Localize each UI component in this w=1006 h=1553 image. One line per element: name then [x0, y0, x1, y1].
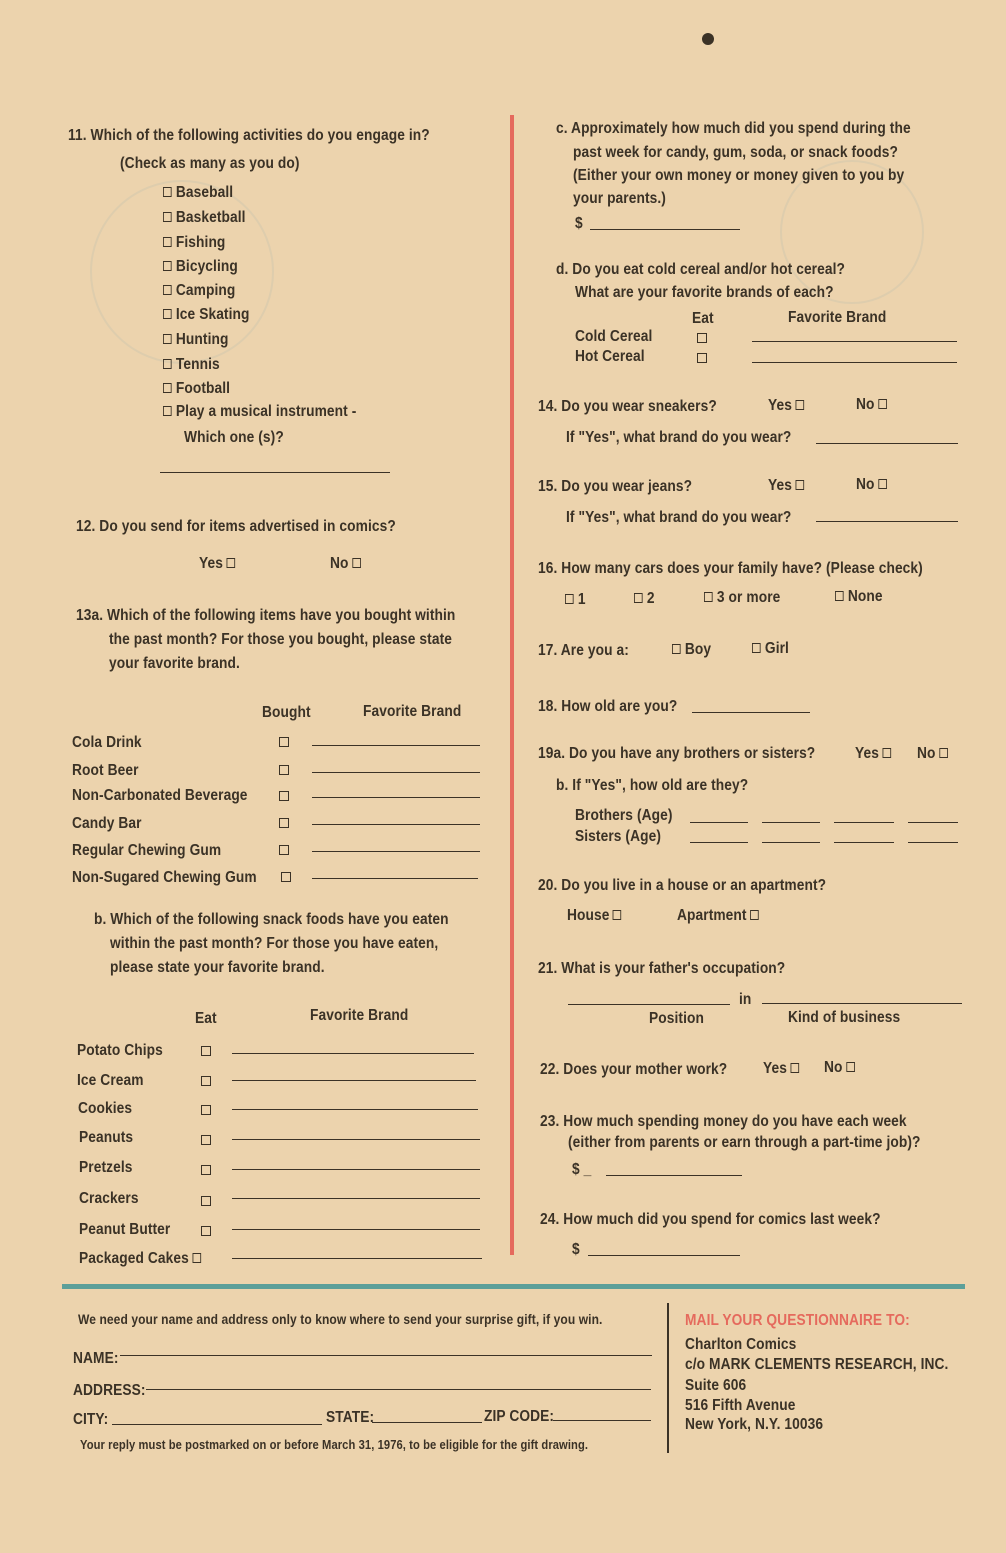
q11-option [163, 183, 233, 203]
q15-brand-field[interactable] [816, 521, 958, 522]
checkbox[interactable] [163, 309, 172, 319]
q13a-line2: the past month? For those you bought, please state [109, 631, 452, 648]
q18-age-field[interactable] [692, 712, 810, 713]
no-checkbox[interactable] [352, 558, 361, 568]
q13a-brand-field[interactable] [312, 851, 480, 852]
checkbox[interactable] [163, 285, 172, 295]
q18-question: 18. How old are you? [538, 698, 678, 715]
q12-yes [199, 554, 235, 574]
option-label: Play a musical instrument - [175, 403, 357, 420]
checkbox[interactable] [163, 187, 172, 197]
q13b-item: Pretzels [79, 1159, 133, 1176]
q13b-brand-field[interactable] [232, 1109, 478, 1110]
qd-col-brand: Favorite Brand [788, 309, 887, 326]
q13b-item: Peanuts [79, 1129, 134, 1146]
checkbox[interactable] [565, 594, 574, 604]
q13b-item: Ice Cream [77, 1072, 144, 1089]
checkbox[interactable] [163, 212, 172, 222]
yes-label: Yes [768, 397, 792, 414]
q13b-checkbox[interactable] [201, 1226, 211, 1236]
q17-option [672, 640, 711, 660]
q13b-brand-field[interactable] [232, 1053, 474, 1054]
yes-checkbox[interactable] [790, 1063, 799, 1073]
q21-business-field[interactable] [762, 1003, 962, 1004]
q21-position-field[interactable] [568, 1004, 730, 1005]
yes-label: Yes [199, 555, 223, 572]
brother-age-field[interactable] [834, 822, 894, 823]
mail-address-line: New York, N.Y. 10036 [685, 1416, 824, 1433]
q13b-checkbox[interactable] [201, 1046, 211, 1056]
footer-divider-rule [62, 1284, 965, 1289]
q13b-brand-field[interactable] [232, 1198, 480, 1199]
q11-option [163, 305, 249, 325]
sister-age-field[interactable] [690, 842, 748, 843]
q13a-brand-field[interactable] [312, 878, 478, 879]
no-label: No [824, 1059, 843, 1076]
apartment-checkbox[interactable] [750, 910, 759, 920]
q11-question: 11. Which of the following activities do you engage in? [68, 127, 430, 144]
q13a-brand-field[interactable] [312, 797, 480, 798]
q19-brothers: Brothers (Age) [575, 807, 673, 824]
apartment-label: Apartment [677, 907, 747, 924]
q19-no [917, 744, 948, 764]
q14-question: 14. Do you wear sneakers? [538, 398, 717, 415]
sister-age-field[interactable] [834, 842, 894, 843]
q16-option [835, 587, 883, 607]
q11-option [163, 233, 225, 253]
q11-option [163, 402, 356, 422]
q13b-item: Cookies [78, 1100, 133, 1117]
mail-address-line: Suite 606 [685, 1377, 747, 1394]
qc-dollar: $ [575, 215, 583, 232]
q13b-checkbox[interactable] [201, 1105, 211, 1115]
yes-checkbox[interactable] [226, 558, 235, 568]
q24-amount-field[interactable] [588, 1255, 740, 1256]
checkbox[interactable] [163, 334, 172, 344]
column-divider-rule [510, 115, 514, 1255]
sister-age-field[interactable] [762, 842, 820, 843]
option-label: Camping [175, 282, 236, 299]
yes-checkbox[interactable] [795, 480, 804, 490]
q13a-col-brand: Favorite Brand [363, 703, 462, 720]
q13a-checkbox[interactable] [279, 737, 289, 747]
q13a-line1: 13a. Which of the following items have you bought within [76, 607, 456, 624]
no-label: No [330, 555, 349, 572]
q11-option [163, 257, 238, 277]
option-label: 3 or more [716, 589, 781, 606]
q13b-checkbox[interactable] [201, 1196, 211, 1206]
qd-item: Cold Cereal [575, 328, 653, 345]
q13a-checkbox[interactable] [279, 791, 289, 801]
option-label: Football [175, 380, 231, 397]
yes-label: Yes [855, 745, 879, 762]
qd-col-eat: Eat [692, 310, 714, 327]
option-label: 2 [646, 590, 655, 607]
q23-amount-field[interactable] [606, 1175, 742, 1176]
q13b-checkbox[interactable] [201, 1076, 211, 1086]
q13b-brand-field[interactable] [232, 1258, 482, 1259]
q11-option [163, 208, 246, 228]
checkbox[interactable] [163, 261, 172, 271]
q13a-item: Non-Carbonated Beverage [72, 787, 248, 804]
qd-line2: What are your favorite brands of each? [575, 284, 834, 301]
q20-question: 20. Do you live in a house or an apartment? [538, 877, 827, 894]
q19-sisters: Sisters (Age) [575, 828, 661, 845]
address-label: ADDRESS: [73, 1382, 146, 1399]
no-checkbox[interactable] [878, 479, 887, 489]
q13a-line3: your favorite brand. [109, 655, 240, 672]
q13b-item: Peanut Butter [79, 1221, 171, 1238]
q16-option [565, 590, 586, 610]
q11-option [163, 330, 228, 350]
no-label: No [917, 745, 936, 762]
q16-question: 16. How many cars does your family have? (Please check) [538, 560, 923, 577]
ink-dot [702, 33, 714, 45]
qc-amount-field[interactable] [590, 229, 740, 230]
qc-line3: (Either your own money or money given to you by [573, 167, 905, 184]
q13a-checkbox[interactable] [279, 818, 289, 828]
q13b-item [79, 1249, 201, 1269]
checkbox[interactable] [704, 592, 713, 602]
q13b-brand-field[interactable] [232, 1229, 480, 1230]
q16-option [704, 588, 780, 608]
checkbox[interactable] [835, 591, 844, 601]
mail-address-line: Charlton Comics [685, 1336, 797, 1353]
yes-checkbox[interactable] [882, 748, 891, 758]
option-label: 1 [577, 591, 586, 608]
no-checkbox[interactable] [878, 399, 887, 409]
state-field[interactable] [372, 1422, 482, 1423]
qd-checkbox[interactable] [697, 333, 707, 343]
mail-heading: MAIL YOUR QUESTIONNAIRE TO: [685, 1312, 910, 1329]
q13b-checkbox[interactable] [201, 1165, 211, 1175]
brother-age-field[interactable] [762, 822, 820, 823]
q13b-col-eat: Eat [195, 1010, 217, 1027]
no-checkbox[interactable] [846, 1062, 855, 1072]
q13a-checkbox[interactable] [281, 872, 291, 882]
name-field[interactable] [120, 1355, 652, 1356]
footer-vertical-divider [667, 1303, 669, 1453]
q20-house [567, 906, 622, 926]
q11-instruction: (Check as many as you do) [120, 155, 300, 172]
q13a-item: Cola Drink [72, 734, 142, 751]
mail-address-line: c/o MARK CLEMENTS RESEARCH, INC. [685, 1356, 949, 1373]
q16-option [634, 589, 655, 609]
q13a-brand-field[interactable] [312, 824, 480, 825]
q11-option [163, 355, 220, 375]
qc-line1: c. Approximately how much did you spend during the [556, 120, 911, 137]
q13b-item: Potato Chips [77, 1042, 163, 1059]
qd-item: Hot Cereal [575, 348, 645, 365]
qd-brand-field[interactable] [752, 362, 957, 363]
checkbox[interactable] [163, 383, 172, 393]
q13a-item: Regular Chewing Gum [72, 842, 222, 859]
q22-question: 22. Does your mother work? [540, 1061, 728, 1078]
q13b-line1: b. Which of the following snack foods have you eaten [94, 911, 449, 928]
checkbox[interactable] [163, 359, 172, 369]
q13b-checkbox[interactable] [201, 1135, 211, 1145]
q11-instrument-field[interactable] [160, 472, 390, 473]
q13b-checkbox[interactable] [192, 1253, 201, 1263]
option-label: Boy [684, 641, 712, 658]
q21-question: 21. What is your father's occupation? [538, 960, 786, 977]
q17-question: 17. Are you a: [538, 642, 629, 659]
option-label: Bicycling [175, 258, 238, 275]
option-label: Baseball [175, 184, 234, 201]
no-label: No [856, 396, 875, 413]
q21-business-label: Kind of business [788, 1009, 901, 1026]
qd-checkbox[interactable] [697, 353, 707, 363]
q13a-col-bought: Bought [262, 704, 311, 721]
q24-question: 24. How much did you spend for comics last week? [540, 1211, 881, 1228]
q19-yes [855, 744, 891, 764]
checkbox[interactable] [163, 406, 172, 416]
city-field[interactable] [112, 1424, 322, 1425]
q23-line2: (either from parents or earn through a part-time job)? [568, 1134, 921, 1151]
address-field[interactable] [146, 1389, 651, 1390]
option-label: Girl [764, 640, 789, 657]
mail-address-line: 516 Fifth Avenue [685, 1397, 796, 1414]
option-label: Basketball [175, 209, 246, 226]
q15-yes [768, 476, 804, 496]
footer-intro: We need your name and address only to know where to send your surprise gift, if you win. [78, 1311, 603, 1327]
q13b-line2: within the past month? For those you have eaten, [110, 935, 439, 952]
q15-follow: If "Yes", what brand do you wear? [566, 509, 792, 526]
yes-checkbox[interactable] [795, 400, 804, 410]
q13a-item: Non-Sugared Chewing Gum [72, 869, 257, 886]
q13a-checkbox[interactable] [279, 765, 289, 775]
checkbox[interactable] [634, 593, 643, 603]
option-label: Ice Skating [175, 306, 250, 323]
deadline-note: Your reply must be postmarked on or before March 31, 1976, to be eligible for the gift drawing. [80, 1437, 589, 1452]
q14-follow: If "Yes", what brand do you wear? [566, 429, 792, 446]
q17-option [752, 639, 789, 659]
q13b-brand-field[interactable] [232, 1139, 480, 1140]
q12-no [330, 554, 361, 574]
q22-no [824, 1058, 855, 1078]
q23-line1: 23. How much spending money do you have each week [540, 1113, 907, 1130]
q14-brand-field[interactable] [816, 443, 958, 444]
q13a-checkbox[interactable] [279, 845, 289, 855]
checkbox[interactable] [672, 644, 681, 654]
no-label: No [856, 476, 875, 493]
name-label: NAME: [73, 1350, 119, 1367]
q24-dollar: $ [572, 1241, 580, 1258]
q21-in: in [739, 991, 752, 1008]
q19-question: 19a. Do you have any brothers or sisters? [538, 745, 816, 762]
qd-brand-field[interactable] [752, 341, 957, 342]
house-checkbox[interactable] [613, 910, 622, 920]
q13b-line3: please state your favorite brand. [110, 959, 325, 976]
qc-line2: past week for candy, gum, soda, or snack foods? [573, 144, 898, 161]
q15-question: 15. Do you wear jeans? [538, 478, 693, 495]
q11-which-one: Which one (s)? [184, 429, 284, 446]
q21-position-label: Position [649, 1010, 704, 1027]
option-label: Fishing [175, 234, 226, 251]
q13b-col-brand: Favorite Brand [310, 1007, 409, 1024]
item-label: Packaged Cakes [79, 1250, 189, 1267]
q19-follow: b. If "Yes", how old are they? [556, 777, 749, 794]
q13a-item: Candy Bar [72, 815, 142, 832]
q14-yes [768, 396, 804, 416]
zip-label: ZIP CODE: [484, 1408, 555, 1425]
q13b-brand-field[interactable] [232, 1169, 480, 1170]
option-label: Tennis [175, 356, 220, 373]
q11-option [163, 281, 235, 301]
zip-field[interactable] [553, 1420, 651, 1421]
q13a-item: Root Beer [72, 762, 139, 779]
q20-apartment [677, 906, 759, 926]
q14-no [856, 395, 887, 415]
qc-line4: your parents.) [573, 190, 666, 207]
brother-age-field[interactable] [690, 822, 748, 823]
state-label: STATE: [326, 1409, 375, 1426]
q13b-item: Crackers [79, 1190, 139, 1207]
checkbox[interactable] [752, 643, 761, 653]
q22-yes [763, 1059, 799, 1079]
q15-no [856, 475, 887, 495]
qd-line1: d. Do you eat cold cereal and/or hot cereal? [556, 261, 846, 278]
no-checkbox[interactable] [939, 748, 948, 758]
q13a-brand-field[interactable] [312, 772, 480, 773]
sister-age-field[interactable] [908, 842, 958, 843]
q13b-brand-field[interactable] [232, 1080, 476, 1081]
q12-question: 12. Do you send for items advertised in comics? [76, 518, 396, 535]
city-label: CITY: [73, 1411, 109, 1428]
brother-age-field[interactable] [908, 822, 958, 823]
q23-dollar: $ _ [572, 1161, 592, 1178]
house-label: House [567, 907, 610, 924]
q11-option [163, 379, 230, 399]
q13a-brand-field[interactable] [312, 745, 480, 746]
option-label: None [847, 588, 883, 605]
yes-label: Yes [768, 477, 792, 494]
option-label: Hunting [175, 331, 229, 348]
checkbox[interactable] [163, 237, 172, 247]
yes-label: Yes [763, 1060, 787, 1077]
